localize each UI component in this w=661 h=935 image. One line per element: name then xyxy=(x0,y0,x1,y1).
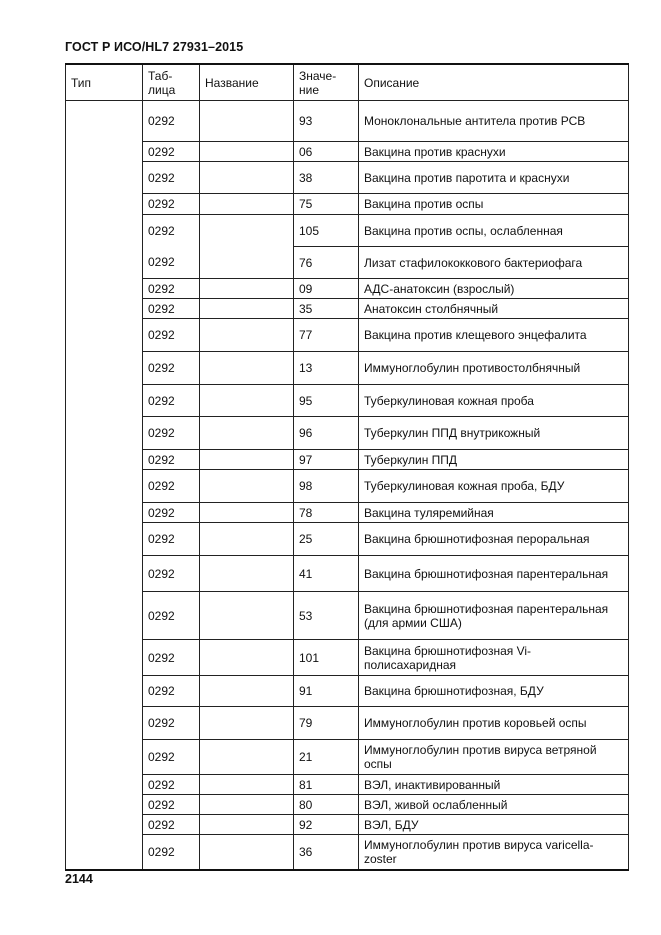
cell-value: 35 xyxy=(294,299,359,319)
cell-type xyxy=(66,142,143,162)
cell-value: 101 xyxy=(294,640,359,676)
cell-table: 0292 xyxy=(143,101,200,142)
table-row xyxy=(66,215,629,247)
cell-name xyxy=(200,835,294,870)
cell-value: 25 xyxy=(294,523,359,556)
column-header-name: Название xyxy=(200,64,294,101)
cell-type xyxy=(66,556,143,592)
cell-table: 0292 xyxy=(143,815,200,835)
cell-description: Туберкулин ППД внутрикожный xyxy=(359,417,629,450)
table-row xyxy=(66,450,629,470)
cell-description: Вакцина брюшнотифозная пероральная xyxy=(359,523,629,556)
cell-table: 0292 xyxy=(143,503,200,523)
cell-table: 0292 xyxy=(143,640,200,676)
cell-type xyxy=(66,592,143,640)
cell-name xyxy=(200,299,294,319)
cell-value: 92 xyxy=(294,815,359,835)
cell-table: 0292 xyxy=(143,592,200,640)
cell-value: 91 xyxy=(294,676,359,707)
cell-description: Вакцина брюшнотифозная Vi-полисахаридная xyxy=(359,640,629,676)
cell-value: 13 xyxy=(294,352,359,385)
cell-type xyxy=(66,299,143,319)
cell-description: Вакцина против клещевого энцефалита xyxy=(359,319,629,352)
cell-value: 75 xyxy=(294,194,359,215)
cell-value: 93 xyxy=(294,101,359,142)
cell-table: 0292 xyxy=(143,795,200,815)
cell-description: Вакцина брюшнотифозная парентеральная xyxy=(359,556,629,592)
column-header-table: Таб- лица xyxy=(143,64,200,101)
table-row xyxy=(66,707,629,740)
cell-type xyxy=(66,835,143,870)
document-header: ГОСТ Р ИСО/HL7 27931–2015 xyxy=(65,40,244,54)
cell-value: 81 xyxy=(294,775,359,795)
cell-value: 09 xyxy=(294,279,359,299)
cell-type xyxy=(66,815,143,835)
table-row xyxy=(66,352,629,385)
table-row xyxy=(66,775,629,795)
table-row xyxy=(66,385,629,417)
table-row xyxy=(66,279,629,299)
cell-table: 0292 xyxy=(143,523,200,556)
table-row xyxy=(66,470,629,503)
cell-type xyxy=(66,503,143,523)
code-table xyxy=(65,63,629,871)
cell-name xyxy=(200,523,294,556)
cell-description: Иммуноглобулин против вируса varicella-zoster xyxy=(359,835,629,870)
cell-description: Анатоксин столбнячный xyxy=(359,299,629,319)
cell-table: 0292 xyxy=(143,676,200,707)
cell-value: 06 xyxy=(294,142,359,162)
cell-name xyxy=(200,319,294,352)
cell-table: 0292 xyxy=(143,194,200,215)
cell-value: 38 xyxy=(294,162,359,194)
cell-name xyxy=(200,707,294,740)
cell-value: 36 xyxy=(294,835,359,870)
cell-type xyxy=(66,279,143,299)
cell-description: Туберкулиновая кожная проба, БДУ xyxy=(359,470,629,503)
cell-table: 0292 xyxy=(143,450,200,470)
cell-type xyxy=(66,707,143,740)
cell-type xyxy=(66,450,143,470)
cell-description: Вакцина против оспы xyxy=(359,194,629,215)
cell-table: 0292 xyxy=(143,352,200,385)
cell-type xyxy=(66,523,143,556)
cell-table: 0292 xyxy=(143,299,200,319)
table-row xyxy=(66,194,629,215)
table-row xyxy=(66,795,629,815)
cell-description: Вакцина брюшнотифозная парентеральная (для армии США) xyxy=(359,592,629,640)
cell-description: Лизат стафилококкового бактериофага xyxy=(359,247,629,279)
table-row xyxy=(66,835,629,870)
cell-value: 21 xyxy=(294,740,359,775)
cell-table: 0292 xyxy=(143,775,200,795)
cell-table: 0292 xyxy=(143,215,200,247)
cell-name xyxy=(200,142,294,162)
table-row xyxy=(66,503,629,523)
cell-type xyxy=(66,215,143,247)
cell-type xyxy=(66,352,143,385)
table-row xyxy=(66,523,629,556)
cell-name xyxy=(200,215,294,247)
cell-name xyxy=(200,795,294,815)
cell-value: 80 xyxy=(294,795,359,815)
cell-description: Моноклональные антитела против РСВ xyxy=(359,101,629,142)
cell-description: ВЭЛ, живой ослабленный xyxy=(359,795,629,815)
cell-description: АДС-анатоксин (взрослый) xyxy=(359,279,629,299)
cell-table: 0292 xyxy=(143,385,200,417)
cell-name xyxy=(200,101,294,142)
cell-type xyxy=(66,640,143,676)
cell-table: 0292 xyxy=(143,707,200,740)
table-row xyxy=(66,142,629,162)
cell-description: Вакцина туляремийная xyxy=(359,503,629,523)
table-row xyxy=(66,676,629,707)
cell-type xyxy=(66,795,143,815)
cell-name xyxy=(200,740,294,775)
table-row xyxy=(66,740,629,775)
table-row xyxy=(66,319,629,352)
table-header-row xyxy=(66,64,629,101)
table-row xyxy=(66,247,629,279)
cell-table: 0292 xyxy=(143,470,200,503)
cell-table: 0292 xyxy=(143,319,200,352)
table-row xyxy=(66,101,629,142)
cell-description: Туберкулиновая кожная проба xyxy=(359,385,629,417)
cell-name xyxy=(200,556,294,592)
cell-type xyxy=(66,194,143,215)
cell-table: 0292 xyxy=(143,162,200,194)
cell-type xyxy=(66,417,143,450)
cell-name xyxy=(200,592,294,640)
cell-value: 79 xyxy=(294,707,359,740)
table-row xyxy=(66,592,629,640)
cell-value: 53 xyxy=(294,592,359,640)
cell-name xyxy=(200,676,294,707)
cell-description: Иммуноглобулин противостолбнячный xyxy=(359,352,629,385)
cell-name xyxy=(200,352,294,385)
cell-description: Вакцина брюшнотифозная, БДУ xyxy=(359,676,629,707)
cell-name xyxy=(200,815,294,835)
cell-name xyxy=(200,640,294,676)
cell-name xyxy=(200,417,294,450)
cell-value: 41 xyxy=(294,556,359,592)
cell-description: ВЭЛ, инактивированный xyxy=(359,775,629,795)
cell-type xyxy=(66,676,143,707)
cell-table: 0292 xyxy=(143,142,200,162)
cell-description: Вакцина против оспы, ослабленная xyxy=(359,215,629,247)
cell-name xyxy=(200,470,294,503)
page-number: 2144 xyxy=(65,872,93,886)
cell-value: 76 xyxy=(294,247,359,279)
cell-table: 0292 xyxy=(143,835,200,870)
cell-value: 95 xyxy=(294,385,359,417)
table-row xyxy=(66,640,629,676)
table-row xyxy=(66,299,629,319)
cell-type xyxy=(66,470,143,503)
cell-name xyxy=(200,194,294,215)
cell-table: 0292 xyxy=(143,740,200,775)
cell-description: Иммуноглобулин против коровьей оспы xyxy=(359,707,629,740)
cell-description: Вакцина против краснухи xyxy=(359,142,629,162)
cell-name xyxy=(200,385,294,417)
cell-type xyxy=(66,775,143,795)
cell-value: 77 xyxy=(294,319,359,352)
table-row xyxy=(66,815,629,835)
cell-type xyxy=(66,101,143,142)
cell-type xyxy=(66,385,143,417)
cell-description: Иммуноглобулин против вируса ветряной оспы xyxy=(359,740,629,775)
cell-name xyxy=(200,450,294,470)
cell-value: 78 xyxy=(294,503,359,523)
cell-name xyxy=(200,503,294,523)
cell-type xyxy=(66,247,143,279)
cell-type xyxy=(66,740,143,775)
table-row xyxy=(66,556,629,592)
column-header-value: Значе- ние xyxy=(294,64,359,101)
cell-name xyxy=(200,247,294,279)
cell-description: ВЭЛ, БДУ xyxy=(359,815,629,835)
cell-table: 0292 xyxy=(143,279,200,299)
cell-table: 0292 xyxy=(143,556,200,592)
cell-description: Туберкулин ППД xyxy=(359,450,629,470)
table-row xyxy=(66,162,629,194)
column-header-description: Описание xyxy=(359,64,629,101)
cell-description: Вакцина против паротита и краснухи xyxy=(359,162,629,194)
cell-value: 98 xyxy=(294,470,359,503)
cell-name xyxy=(200,775,294,795)
cell-name xyxy=(200,279,294,299)
table-row xyxy=(66,417,629,450)
column-header-type: Тип xyxy=(66,64,143,101)
cell-value: 97 xyxy=(294,450,359,470)
cell-type xyxy=(66,319,143,352)
cell-table: 0292 xyxy=(143,417,200,450)
cell-value: 96 xyxy=(294,417,359,450)
cell-name xyxy=(200,162,294,194)
cell-type xyxy=(66,162,143,194)
cell-value: 105 xyxy=(294,215,359,247)
cell-table: 0292 xyxy=(143,247,200,279)
